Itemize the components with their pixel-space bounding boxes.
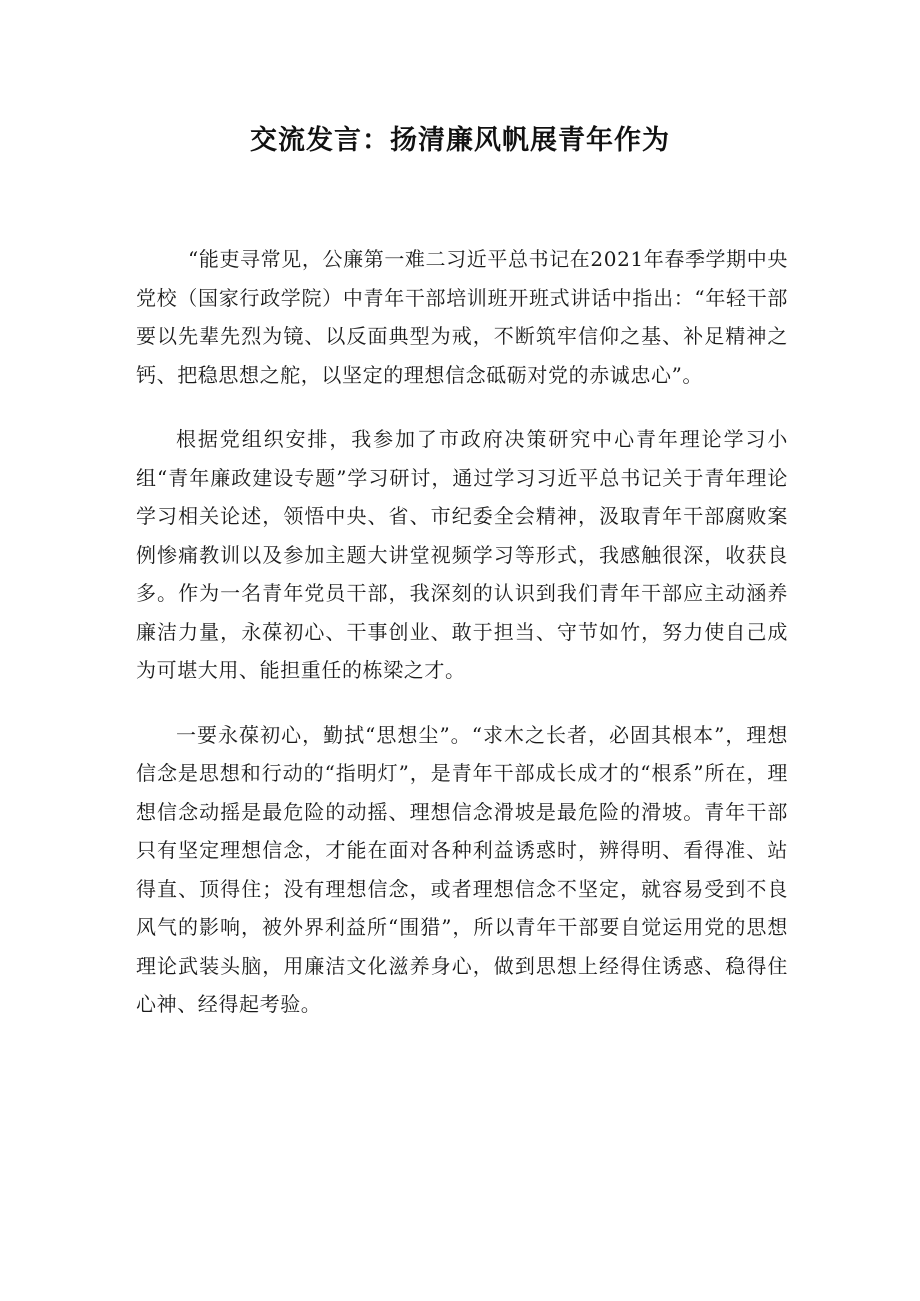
page-title: 交流发言：扬清廉风帆展青年作为 bbox=[250, 125, 670, 156]
paragraph-intro-quote: “能吏寻常见，公廉第一难二习近平总书记在2021年春季学期中央党校（国家行政学院）中青年干部培训班开班式讲话中指出：“年轻干部要以先辈先烈为镜、以反面典型为戒，不断筑牢信仰之基、补足精神之钙、把稳思想之舵，以坚定的理想信念砥砺对党的赤诚忠心”。 bbox=[136, 247, 788, 387]
document-body bbox=[136, 240, 788, 1050]
paragraph-point-one: 一要永葆初心，勤拭“思想尘”。“求木之长者，必固其根本”，理想信念是思想和行动的“指明灯”，是青年干部成长成才的“根系”所在，理想信念动摇是最危险的动摇、理想信念滑坡是最危险的滑坡。青年干部只有坚定理想信念，才能在面对各种利益诱惑时，辨得明、看得准、站得直、顶得住；没有理想信念，或者理想信念不坚定，就容易受到不良风气的影响，被外界利益所“围猎”，所以青年干部要自觉运用党的思想理论武装头脑，用廉洁文化滋养身心，做到思想上经得住诱惑、稳得住心神、经得起考验。 bbox=[136, 722, 788, 1016]
paragraph-background: 根据党组织安排，我参加了市政府决策研究中心青年理论学习小组“青年廉政建设专题”学习研讨，通过学习习近平总书记关于青年理论学习相关论述，领悟中央、省、市纪委全会精神，汲取青年干部腐败案例惨痛教训以及参加主题大讲堂视频学习等形式，我感触很深，收获良多。作为一名青年党员干部，我深刻的认识到我们青年干部应主动涵养廉洁力量，永葆初心、干事创业、敢于担当、守节如竹，努力使自己成为可堪大用、能担重任的栋梁之才。 bbox=[136, 427, 788, 682]
